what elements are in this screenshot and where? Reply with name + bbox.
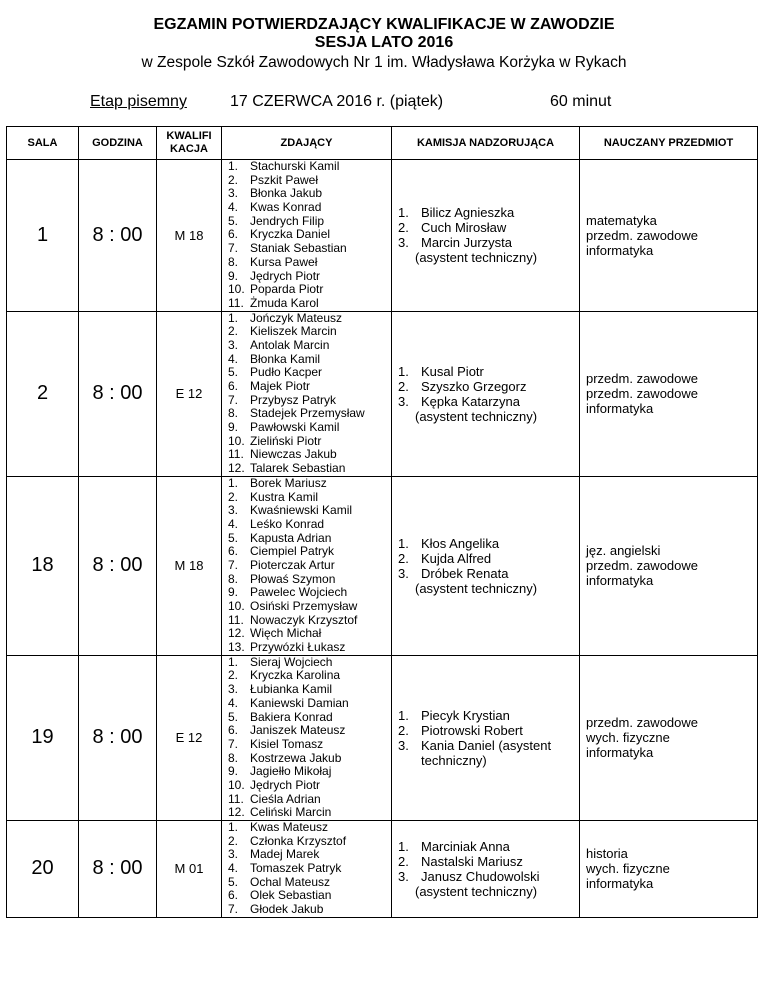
commission-list [392, 205, 579, 250]
student-item [222, 738, 391, 752]
table-row [7, 655, 758, 820]
col-header-kwalifikacja: KWALIFI KACJA [157, 127, 222, 160]
student-item [222, 380, 391, 394]
student-name: Celiński Marcin [250, 805, 332, 820]
commission-cell [392, 311, 580, 476]
student-item [222, 174, 391, 188]
student-item [222, 448, 391, 462]
student-name: Więch Michał [250, 626, 322, 641]
student-number: 3. [228, 337, 239, 352]
subject-item: jęz. angielski [586, 543, 661, 559]
student-item [222, 559, 391, 573]
student-name: Olek Sebastian [250, 888, 332, 903]
student-name: Zieliński Piotr [250, 433, 322, 448]
member-name: Szyszko Grzegorz [421, 378, 527, 394]
exam-time: 8 : 00 [79, 476, 157, 655]
student-name: Antolak Marcin [250, 337, 330, 352]
exam-date: 17 CZERWCA 2016 r. (piątek) [230, 93, 444, 110]
member-number: 2. [398, 378, 409, 394]
student-name: Kostrzewa Jakub [250, 750, 342, 765]
student-item [222, 862, 391, 876]
students-cell [222, 655, 392, 820]
student-number: 4. [228, 695, 239, 710]
student-name: Ochal Mateusz [250, 874, 331, 889]
student-item [222, 312, 391, 326]
students-list [222, 312, 391, 476]
member-number: 1. [398, 535, 409, 551]
student-item [222, 752, 391, 766]
member-number: 2. [398, 220, 409, 236]
student-number: 1. [228, 310, 239, 325]
exam-time: 8 : 00 [79, 655, 157, 820]
student-number: 4. [228, 516, 239, 531]
student-name: Jagiełło Mikołaj [250, 764, 332, 779]
subject-item: matematyka [586, 212, 657, 228]
student-item [222, 160, 391, 174]
student-item [222, 903, 391, 917]
table-row [7, 821, 758, 918]
student-number: 5. [228, 365, 239, 380]
member-name: Marciniak Anna [421, 838, 510, 854]
student-item [222, 545, 391, 559]
student-item [222, 477, 391, 491]
student-number: 7. [228, 902, 239, 917]
doc-title-line1: EGZAMIN POTWIERDZAJĄCY KWALIFIKACJE W ZAWODZIE [153, 16, 615, 33]
student-name: Talarek Sebastian [250, 461, 346, 476]
student-number: 2. [228, 668, 239, 683]
student-number: 8. [228, 750, 239, 765]
student-name: Głodek Jakub [250, 902, 324, 917]
student-number: 1. [228, 159, 239, 173]
student-item [222, 697, 391, 711]
member-name: Kujda Alfred [421, 550, 492, 566]
students-cell [222, 476, 392, 655]
student-name: Borek Mariusz [250, 475, 327, 490]
qualification-code: M 18 [157, 160, 222, 312]
commission-list [392, 536, 579, 581]
student-name: Kryczka Karolina [250, 668, 341, 683]
exam-stage: Etap pisemny [90, 93, 187, 110]
student-item [222, 421, 391, 435]
student-item [222, 435, 391, 449]
commission-cell [392, 476, 580, 655]
student-item [222, 462, 391, 476]
student-number: 8. [228, 254, 239, 269]
student-number: 10. [228, 282, 245, 297]
commission-member [398, 839, 579, 854]
student-name: Przybysz Patryk [250, 392, 337, 407]
member-name: Marcin Jurzysta [421, 235, 513, 251]
subject-item: przedm. zawodowe [586, 715, 698, 731]
student-number: 8. [228, 571, 239, 586]
student-name: Jendrych Filip [250, 213, 325, 228]
student-number: 11. [228, 791, 244, 806]
student-item [222, 573, 391, 587]
student-item [222, 297, 391, 311]
member-number: 1. [398, 838, 409, 854]
member-number: 3. [398, 868, 409, 884]
student-item [222, 339, 391, 353]
table-row [7, 311, 758, 476]
student-name: Pudło Kacper [250, 365, 323, 380]
member-number: 2. [398, 550, 409, 566]
member-number: 3. [398, 565, 409, 581]
member-name: Kania Daniel (asystent techniczny) [421, 737, 552, 768]
commission-cell [392, 160, 580, 312]
student-item [222, 215, 391, 229]
student-item [222, 201, 391, 215]
qualification-code: E 12 [157, 311, 222, 476]
student-number: 1. [228, 654, 239, 669]
subject-item: informatyka [586, 745, 654, 761]
student-number: 12. [228, 805, 245, 820]
student-item [222, 228, 391, 242]
students-cell [222, 311, 392, 476]
student-name: Tomaszek Patryk [250, 861, 342, 876]
student-number: 2. [228, 833, 239, 848]
student-name: Bakiera Konrad [250, 709, 333, 724]
student-item [222, 270, 391, 284]
commission-member [398, 869, 579, 884]
student-name: Osiński Przemysław [250, 599, 358, 613]
student-item [222, 627, 391, 641]
student-name: Niewczas Jakub [250, 447, 337, 462]
member-name: Kusal Piotr [421, 363, 484, 379]
student-number: 6. [228, 544, 239, 559]
student-name: Łubianka Kamil [250, 682, 333, 697]
student-name: Płowaś Szymon [250, 571, 336, 586]
room-number: 19 [7, 655, 79, 820]
commission-list [392, 364, 579, 409]
student-name: Pszkit Paweł [250, 172, 319, 187]
commission-member [398, 536, 579, 551]
student-number: 10. [228, 777, 245, 792]
student-number: 1. [228, 820, 239, 834]
student-number: 1. [228, 475, 239, 490]
doc-subtitle: w Zespole Szkół Zawodowych Nr 1 im. Władysława Korżyka w Rykach [141, 54, 627, 71]
student-item [222, 765, 391, 779]
table-row [7, 476, 758, 655]
commission-member [398, 235, 579, 250]
student-name: Kaniewski Damian [250, 695, 349, 710]
student-item [222, 407, 391, 421]
student-name: Stachurski Kamil [250, 159, 340, 173]
student-item [222, 600, 391, 614]
student-item [222, 366, 391, 380]
student-number: 11. [228, 295, 244, 310]
commission-note: (asystent techniczny) [415, 883, 538, 899]
student-name: Jończyk Mateusz [250, 310, 343, 325]
subject-item: informatyka [586, 573, 654, 589]
student-item [222, 394, 391, 408]
student-name: Sieraj Wojciech [250, 654, 333, 669]
subject-item: informatyka [586, 401, 654, 417]
student-number: 12. [228, 626, 245, 641]
student-item [222, 835, 391, 849]
commission-list [392, 708, 579, 768]
col-header-komisja: KAMISJA NADZORUJĄCA [392, 127, 580, 160]
member-name: Piecyk Krystian [421, 707, 510, 723]
room-number: 18 [7, 476, 79, 655]
student-number: 10. [228, 599, 245, 613]
commission-member [398, 566, 579, 581]
commission-member [398, 854, 579, 869]
subjects-cell [580, 160, 758, 312]
student-item [222, 256, 391, 270]
commission-note: (asystent techniczny) [415, 250, 538, 266]
member-number: 3. [398, 737, 409, 753]
student-number: 11. [228, 612, 244, 627]
student-number: 5. [228, 874, 239, 889]
student-name: Żmuda Karol [250, 295, 319, 310]
commission-note: (asystent techniczny) [415, 580, 538, 596]
student-number: 13. [228, 640, 245, 655]
member-number: 2. [398, 722, 409, 738]
student-number: 3. [228, 847, 239, 862]
student-name: Majek Piotr [250, 379, 311, 393]
commission-member [398, 723, 579, 738]
student-name: Kwas Konrad [250, 200, 322, 215]
student-name: Kieliszek Marcin [250, 324, 337, 339]
student-number: 5. [228, 213, 239, 228]
col-header-godzina: GODZINA [79, 127, 157, 160]
member-name: Bilicz Agnieszka [421, 205, 515, 221]
students-cell [222, 160, 392, 312]
qualification-code: M 01 [157, 821, 222, 918]
room-number: 2 [7, 311, 79, 476]
student-number: 2. [228, 172, 239, 187]
student-number: 7. [228, 557, 239, 572]
member-name: Kłos Angelika [421, 535, 500, 551]
subject-item: przedm. zawodowe [586, 227, 698, 243]
student-item [222, 656, 391, 670]
students-list [222, 160, 391, 311]
subject-item: wych. fizyczne [586, 730, 670, 746]
qualification-code: M 18 [157, 476, 222, 655]
student-item [222, 641, 391, 655]
commission-member [398, 551, 579, 566]
student-number: 4. [228, 200, 239, 215]
member-number: 1. [398, 205, 409, 221]
student-name: Przywózki Łukasz [250, 640, 346, 655]
subjects-cell [580, 821, 758, 918]
student-item [222, 876, 391, 890]
student-name: Pawelec Wojciech [250, 585, 348, 600]
member-number: 2. [398, 853, 409, 869]
member-name: Piotrowski Robert [421, 722, 523, 738]
subject-item: informatyka [586, 242, 654, 258]
student-name: Stadejek Przemysław [250, 406, 365, 421]
subject-item: przedm. zawodowe [586, 386, 698, 402]
exam-duration: 60 minut [550, 93, 612, 110]
subjects-cell [580, 311, 758, 476]
student-number: 11. [228, 447, 244, 462]
student-number: 7. [228, 241, 239, 256]
student-name: Kursa Paweł [250, 254, 318, 269]
member-number: 3. [398, 235, 409, 251]
student-number: 6. [228, 888, 239, 903]
student-number: 12. [228, 461, 245, 476]
student-name: Ciempiel Patryk [250, 544, 335, 559]
student-item [222, 724, 391, 738]
student-item [222, 821, 391, 835]
student-item [222, 283, 391, 297]
student-name: Kapusta Adrian [250, 530, 332, 545]
commission-member [398, 394, 579, 409]
student-name: Kustra Kamil [250, 489, 319, 504]
students-cell [222, 821, 392, 918]
student-item [222, 806, 391, 820]
member-name: Janusz Chudowolski [421, 868, 540, 884]
commission-note: (asystent techniczny) [415, 408, 538, 424]
commission-member [398, 379, 579, 394]
student-number: 9. [228, 585, 239, 600]
student-name: Jędrych Piotr [250, 777, 321, 792]
student-item [222, 518, 391, 532]
students-list [222, 477, 391, 655]
exam-time: 8 : 00 [79, 821, 157, 918]
commission-member [398, 220, 579, 235]
member-name: Kępka Katarzyna [421, 393, 521, 409]
student-item [222, 793, 391, 807]
student-number: 9. [228, 268, 239, 283]
commission-member [398, 708, 579, 723]
member-name: Dróbek Renata [421, 565, 509, 581]
commission-member [398, 364, 579, 379]
student-number: 6. [228, 227, 239, 242]
student-name: Człon​ka Krzysztof [250, 833, 347, 848]
student-name: Janiszek Mateusz [250, 723, 346, 738]
member-number: 1. [398, 707, 409, 723]
student-number: 3. [228, 682, 239, 697]
table-row [7, 160, 758, 312]
student-number: 2. [228, 324, 239, 339]
col-header-sala: SALA [7, 127, 79, 160]
student-item [222, 325, 391, 339]
student-number: 5. [228, 709, 239, 724]
subject-item: historia [586, 846, 628, 862]
student-number: 3. [228, 186, 239, 201]
subject-item: przedm. zawodowe [586, 558, 698, 574]
student-name: Pawłowski Kamil [250, 420, 340, 435]
exam-time: 8 : 00 [79, 311, 157, 476]
student-name: Leśko Konrad [250, 516, 325, 531]
students-list [222, 656, 391, 820]
student-name: Nowaczyk Krzysztof [250, 612, 358, 627]
col-header-zdajacy: ZDAJĄCY [222, 127, 392, 160]
student-number: 4. [228, 351, 239, 366]
student-number: 8. [228, 406, 239, 421]
student-name: Poparda Piotr [250, 282, 324, 297]
student-item [222, 779, 391, 793]
subjects-cell [580, 476, 758, 655]
col-header-przedmiot: NAUCZANY PRZEDMIOT [580, 127, 758, 160]
student-number: 9. [228, 420, 239, 435]
student-name: Kisiel Tomasz [250, 736, 324, 751]
exam-time: 8 : 00 [79, 160, 157, 312]
student-number: 10. [228, 433, 245, 448]
student-item [222, 504, 391, 518]
subject-item: wych. fizyczne [586, 861, 670, 877]
student-number: 7. [228, 392, 239, 407]
student-item [222, 669, 391, 683]
student-number: 3. [228, 503, 239, 518]
student-item [222, 242, 391, 256]
commission-cell [392, 655, 580, 820]
student-name: Pioterczak Artur [250, 557, 335, 572]
student-name: Kryczka Daniel [250, 227, 331, 242]
student-item [222, 491, 391, 505]
subject-item: przedm. zawodowe [586, 371, 698, 387]
student-item [222, 532, 391, 546]
qualification-code: E 12 [157, 655, 222, 820]
room-number: 1 [7, 160, 79, 312]
student-number: 7. [228, 736, 239, 751]
member-number: 3. [398, 393, 409, 409]
student-name: Madej Marek [250, 847, 320, 862]
member-number: 1. [398, 363, 409, 379]
subjects-cell [580, 655, 758, 820]
student-name: Jędrych Piotr [250, 268, 321, 283]
member-name: Cuch Mirosław [421, 220, 507, 236]
student-item [222, 187, 391, 201]
student-number: 6. [228, 379, 239, 393]
student-item [222, 889, 391, 903]
student-name: Kwas Mateusz [250, 820, 329, 834]
exam-schedule-table [6, 126, 758, 918]
student-name: Błonka Kamil [250, 351, 321, 366]
student-name: Cieśla Adrian [250, 791, 321, 806]
student-item [222, 683, 391, 697]
doc-title-line2: SESJA LATO 2016 [314, 34, 454, 51]
student-name: Staniak Sebastian [250, 241, 347, 256]
student-item [222, 614, 391, 628]
student-number: 2. [228, 489, 239, 504]
subject-item: informatyka [586, 876, 654, 892]
commission-member [398, 738, 579, 768]
student-number: 5. [228, 530, 239, 545]
room-number: 20 [7, 821, 79, 918]
student-number: 9. [228, 764, 239, 779]
commission-list [392, 839, 579, 884]
student-name: Błonka Jakub [250, 186, 323, 201]
student-item [222, 586, 391, 600]
student-number: 6. [228, 723, 239, 738]
commission-member [398, 205, 579, 220]
commission-cell [392, 821, 580, 918]
student-item [222, 353, 391, 367]
student-name: Kwaśniewski Kamil [250, 503, 353, 518]
students-list [222, 821, 391, 917]
student-item [222, 711, 391, 725]
member-name: Nastalski Mariusz [421, 853, 523, 869]
student-item [222, 848, 391, 862]
student-number: 4. [228, 861, 239, 876]
table-header-row [7, 127, 758, 160]
